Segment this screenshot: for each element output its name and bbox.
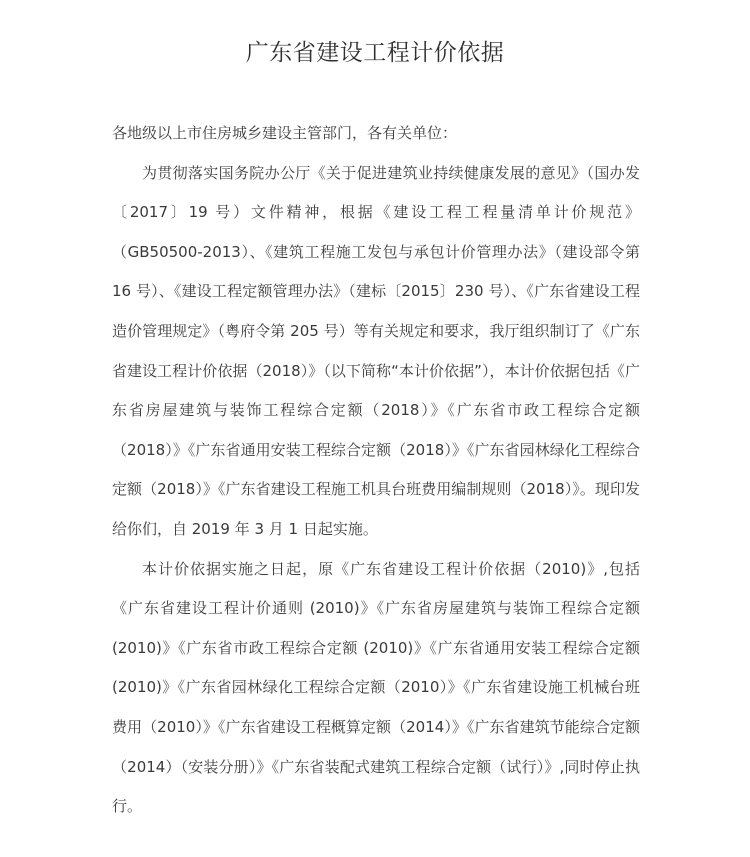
paragraph-1: 为贯彻落实国务院办公厅《关于促进建筑业持续健康发展的意见》（国办发〔2017〕19 号）文件精神，根据《建设工程工程量清单计价规范》（GB50500-2013）、《建筑工程施工发包与承包计价管理办法》（建设部令第 16 号）、《建设工程定额管理办法》（建标〔2015〕230 号）、《广东省建设工程造价管理规定》（粤府令第 205 号）等有关规定和要求，我厅组织制订了《广东省建设工程计价依据（2018）》（以下简称“本计价依据”），本计价依据包括《广东省房屋建筑与装饰工程综合定额（2018）》《广东省市政工程综合定额（2018）》《广东省通用安装工程综合定额（2018）》《广东省园林绿化工程综合定额（2018）》《广东省建设工程施工机具台班费用编制规则（2018）》。现印发给你们，自 2019 年 3 月 1 日起实施。 [112,163,640,538]
salutation: 各地级以上市住房城乡建设主管部门，各有关单位： [112,124,458,142]
document-body [112,114,640,827]
document-title: 广东省建设工程计价依据 [245,40,505,66]
paragraph-2: 本计价依据实施之日起，原《广东省建设工程计价依据（2010)》,包括《广东省建设工程计价通则 (2010)》《广东省房屋建筑与装饰工程综合定额 (2010)》《广东省市政工程综合定额 (2010)》《广东省通用安装工程综合定额 (2010)》《广东省园林绿化工程综合定额（2010）》《广东省建设施工机械台班费用（2010）》《广东省建设工程概算定额（2014）》《广东省建筑节能综合定额（2014）（安装分册）》《广东省装配式建筑工程综合定额（试行）》,同时停止执行。 [112,559,640,816]
